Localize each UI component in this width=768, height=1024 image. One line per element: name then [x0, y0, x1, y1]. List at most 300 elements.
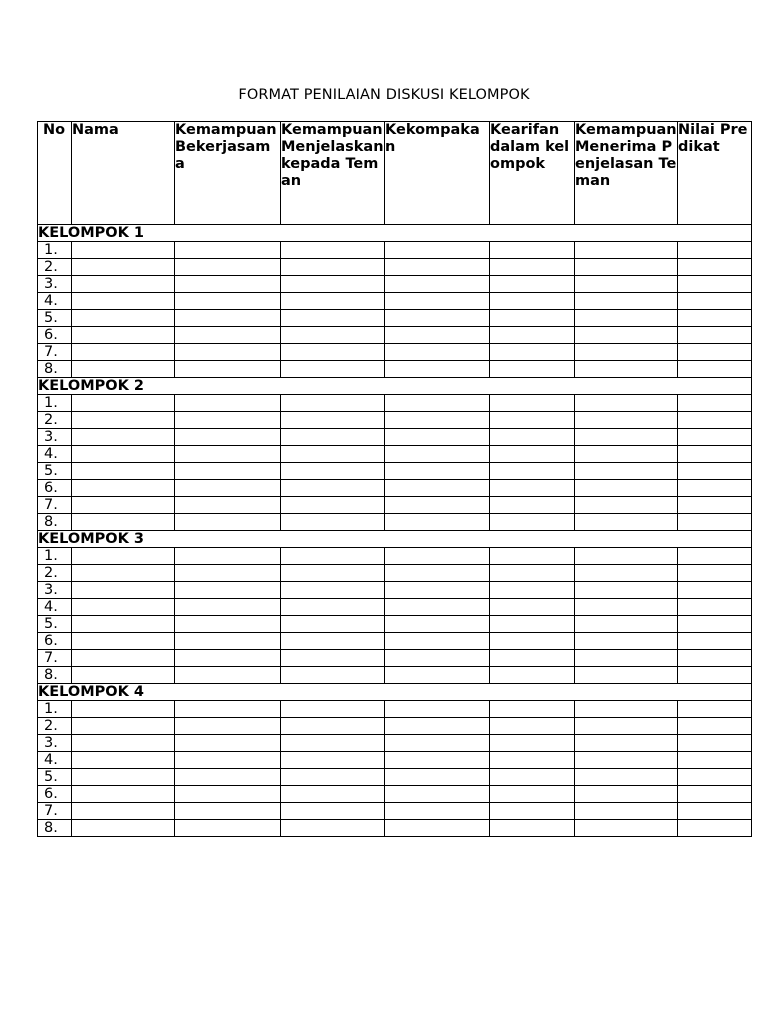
- entry-cell[interactable]: [678, 735, 752, 752]
- row-number: 5.: [38, 769, 72, 786]
- entry-cell[interactable]: [281, 769, 385, 786]
- entry-cell[interactable]: [385, 293, 490, 310]
- assessment-table: [37, 121, 752, 837]
- row-number: 6.: [38, 327, 72, 344]
- entry-cell[interactable]: [72, 327, 175, 344]
- header-row: [38, 122, 752, 225]
- entry-cell[interactable]: [575, 361, 678, 378]
- table-row: [38, 786, 752, 803]
- entry-cell[interactable]: [385, 361, 490, 378]
- entry-cell[interactable]: [281, 242, 385, 259]
- entry-cell[interactable]: [281, 412, 385, 429]
- entry-cell[interactable]: [575, 293, 678, 310]
- entry-cell[interactable]: [175, 293, 281, 310]
- header-cell-nilai-predikat: Nilai Predikat: [678, 122, 752, 225]
- entry-cell[interactable]: [678, 480, 752, 497]
- entry-cell[interactable]: [72, 752, 175, 769]
- entry-cell[interactable]: [490, 769, 575, 786]
- entry-cell[interactable]: [678, 242, 752, 259]
- entry-cell[interactable]: [385, 599, 490, 616]
- table-row: [38, 548, 752, 565]
- entry-cell[interactable]: [175, 361, 281, 378]
- entry-cell[interactable]: [175, 599, 281, 616]
- table-row: [38, 497, 752, 514]
- entry-cell[interactable]: [72, 667, 175, 684]
- entry-cell[interactable]: [575, 820, 678, 837]
- entry-cell[interactable]: [175, 735, 281, 752]
- entry-cell[interactable]: [575, 429, 678, 446]
- entry-cell[interactable]: [72, 786, 175, 803]
- entry-cell[interactable]: [678, 786, 752, 803]
- entry-cell[interactable]: [385, 701, 490, 718]
- entry-cell[interactable]: [175, 480, 281, 497]
- table-row: [38, 752, 752, 769]
- entry-cell[interactable]: [175, 752, 281, 769]
- entry-cell[interactable]: [72, 480, 175, 497]
- entry-cell[interactable]: [175, 820, 281, 837]
- entry-cell[interactable]: [385, 650, 490, 667]
- table-row: [38, 514, 752, 531]
- row-number: 3.: [38, 276, 72, 293]
- entry-cell[interactable]: [490, 633, 575, 650]
- row-number: 5.: [38, 310, 72, 327]
- entry-cell[interactable]: [385, 735, 490, 752]
- table-row: [38, 616, 752, 633]
- group-header-row: [38, 378, 752, 395]
- entry-cell[interactable]: [575, 395, 678, 412]
- row-number: 4.: [38, 599, 72, 616]
- table-row: [38, 395, 752, 412]
- entry-cell[interactable]: [490, 752, 575, 769]
- entry-cell[interactable]: [72, 599, 175, 616]
- row-number: 8.: [38, 514, 72, 531]
- entry-cell[interactable]: [281, 718, 385, 735]
- entry-cell[interactable]: [281, 446, 385, 463]
- entry-cell[interactable]: [72, 242, 175, 259]
- group-label: KELOMPOK 2: [38, 378, 752, 395]
- entry-cell[interactable]: [678, 310, 752, 327]
- entry-cell[interactable]: [72, 548, 175, 565]
- row-number: 2.: [38, 565, 72, 582]
- group-header-row: [38, 531, 752, 548]
- entry-cell[interactable]: [385, 633, 490, 650]
- entry-cell[interactable]: [72, 361, 175, 378]
- entry-cell[interactable]: [490, 395, 575, 412]
- entry-cell[interactable]: [72, 769, 175, 786]
- group-header-row: [38, 684, 752, 701]
- header-cell-no: No: [38, 122, 72, 225]
- entry-cell[interactable]: [281, 395, 385, 412]
- entry-cell[interactable]: [490, 803, 575, 820]
- entry-cell[interactable]: [678, 701, 752, 718]
- entry-cell[interactable]: [678, 718, 752, 735]
- entry-cell[interactable]: [281, 548, 385, 565]
- entry-cell[interactable]: [385, 565, 490, 582]
- entry-cell[interactable]: [281, 701, 385, 718]
- group-label: KELOMPOK 3: [38, 531, 752, 548]
- entry-cell[interactable]: [385, 259, 490, 276]
- entry-cell[interactable]: [281, 735, 385, 752]
- group-label: KELOMPOK 4: [38, 684, 752, 701]
- table-row: [38, 412, 752, 429]
- entry-cell[interactable]: [385, 310, 490, 327]
- entry-cell[interactable]: [490, 259, 575, 276]
- entry-cell[interactable]: [678, 599, 752, 616]
- entry-cell[interactable]: [385, 548, 490, 565]
- row-number: 3.: [38, 735, 72, 752]
- entry-cell[interactable]: [490, 276, 575, 293]
- row-number: 1.: [38, 548, 72, 565]
- table-row: [38, 735, 752, 752]
- entry-cell[interactable]: [72, 565, 175, 582]
- table-row: [38, 276, 752, 293]
- entry-cell[interactable]: [575, 463, 678, 480]
- entry-cell[interactable]: [490, 463, 575, 480]
- entry-cell[interactable]: [281, 582, 385, 599]
- header-cell-kekompakan: Kekompakan: [385, 122, 490, 225]
- entry-cell[interactable]: [678, 667, 752, 684]
- entry-cell[interactable]: [385, 803, 490, 820]
- row-number: 8.: [38, 667, 72, 684]
- entry-cell[interactable]: [72, 701, 175, 718]
- table-row: [38, 446, 752, 463]
- entry-cell[interactable]: [490, 701, 575, 718]
- entry-cell[interactable]: [175, 259, 281, 276]
- entry-cell[interactable]: [575, 310, 678, 327]
- entry-cell[interactable]: [575, 650, 678, 667]
- entry-cell[interactable]: [175, 412, 281, 429]
- entry-cell[interactable]: [175, 650, 281, 667]
- entry-cell[interactable]: [678, 633, 752, 650]
- entry-cell[interactable]: [72, 735, 175, 752]
- entry-cell[interactable]: [385, 429, 490, 446]
- row-number: 8.: [38, 820, 72, 837]
- entry-cell[interactable]: [281, 361, 385, 378]
- entry-cell[interactable]: [175, 701, 281, 718]
- entry-cell[interactable]: [281, 820, 385, 837]
- entry-cell[interactable]: [175, 395, 281, 412]
- entry-cell[interactable]: [175, 497, 281, 514]
- table-row: [38, 480, 752, 497]
- entry-cell[interactable]: [281, 463, 385, 480]
- entry-cell[interactable]: [175, 344, 281, 361]
- table-row: [38, 820, 752, 837]
- entry-cell[interactable]: [575, 786, 678, 803]
- entry-cell[interactable]: [72, 310, 175, 327]
- entry-cell[interactable]: [678, 769, 752, 786]
- entry-cell[interactable]: [72, 344, 175, 361]
- entry-cell[interactable]: [175, 633, 281, 650]
- row-number: 5.: [38, 463, 72, 480]
- entry-cell[interactable]: [175, 446, 281, 463]
- row-number: 6.: [38, 786, 72, 803]
- entry-cell[interactable]: [281, 497, 385, 514]
- entry-cell[interactable]: [385, 616, 490, 633]
- entry-cell[interactable]: [678, 820, 752, 837]
- entry-cell[interactable]: [575, 548, 678, 565]
- entry-cell[interactable]: [281, 259, 385, 276]
- entry-cell[interactable]: [175, 786, 281, 803]
- entry-cell[interactable]: [678, 463, 752, 480]
- row-number: 4.: [38, 752, 72, 769]
- entry-cell[interactable]: [385, 820, 490, 837]
- entry-cell[interactable]: [72, 259, 175, 276]
- table-row: [38, 718, 752, 735]
- entry-cell[interactable]: [281, 599, 385, 616]
- entry-cell[interactable]: [575, 480, 678, 497]
- entry-cell[interactable]: [575, 599, 678, 616]
- entry-cell[interactable]: [575, 582, 678, 599]
- entry-cell[interactable]: [490, 446, 575, 463]
- entry-cell[interactable]: [490, 735, 575, 752]
- row-number: 2.: [38, 718, 72, 735]
- entry-cell[interactable]: [490, 361, 575, 378]
- row-number: 6.: [38, 633, 72, 650]
- row-number: 7.: [38, 497, 72, 514]
- entry-cell[interactable]: [175, 548, 281, 565]
- table-row: [38, 242, 752, 259]
- entry-cell[interactable]: [281, 327, 385, 344]
- header-cell-kemampuan-bekerjasama: Kemampuan Bekerjasama: [175, 122, 281, 225]
- entry-cell[interactable]: [72, 446, 175, 463]
- entry-cell[interactable]: [678, 548, 752, 565]
- entry-cell[interactable]: [385, 463, 490, 480]
- entry-cell[interactable]: [175, 616, 281, 633]
- entry-cell[interactable]: [575, 497, 678, 514]
- row-number: 2.: [38, 412, 72, 429]
- entry-cell[interactable]: [281, 344, 385, 361]
- entry-cell[interactable]: [678, 752, 752, 769]
- entry-cell[interactable]: [678, 259, 752, 276]
- entry-cell[interactable]: [678, 497, 752, 514]
- table-row: [38, 701, 752, 718]
- entry-cell[interactable]: [385, 497, 490, 514]
- entry-cell[interactable]: [72, 650, 175, 667]
- entry-cell[interactable]: [281, 633, 385, 650]
- entry-cell[interactable]: [385, 446, 490, 463]
- entry-cell[interactable]: [575, 412, 678, 429]
- entry-cell[interactable]: [490, 650, 575, 667]
- entry-cell[interactable]: [490, 514, 575, 531]
- entry-cell[interactable]: [490, 497, 575, 514]
- table-row: [38, 803, 752, 820]
- entry-cell[interactable]: [575, 565, 678, 582]
- entry-cell[interactable]: [678, 412, 752, 429]
- entry-cell[interactable]: [72, 803, 175, 820]
- entry-cell[interactable]: [575, 276, 678, 293]
- entry-cell[interactable]: [575, 752, 678, 769]
- row-number: 7.: [38, 344, 72, 361]
- page-title: FORMAT PENILAIAN DISKUSI KELOMPOK: [238, 87, 530, 103]
- entry-cell[interactable]: [490, 718, 575, 735]
- entry-cell[interactable]: [175, 769, 281, 786]
- row-number: 1.: [38, 242, 72, 259]
- entry-cell[interactable]: [281, 803, 385, 820]
- entry-cell[interactable]: [175, 327, 281, 344]
- entry-cell[interactable]: [175, 718, 281, 735]
- entry-cell[interactable]: [281, 310, 385, 327]
- entry-cell[interactable]: [385, 667, 490, 684]
- entry-cell[interactable]: [385, 514, 490, 531]
- table-row: [38, 310, 752, 327]
- entry-cell[interactable]: [490, 412, 575, 429]
- assessment-table-container: [37, 121, 752, 837]
- entry-cell[interactable]: [678, 446, 752, 463]
- entry-cell[interactable]: [175, 242, 281, 259]
- entry-cell[interactable]: [575, 446, 678, 463]
- entry-cell[interactable]: [678, 616, 752, 633]
- entry-cell[interactable]: [678, 565, 752, 582]
- row-number: 5.: [38, 616, 72, 633]
- entry-cell[interactable]: [575, 701, 678, 718]
- entry-cell[interactable]: [72, 395, 175, 412]
- entry-cell[interactable]: [575, 769, 678, 786]
- entry-cell[interactable]: [678, 361, 752, 378]
- entry-cell[interactable]: [385, 412, 490, 429]
- entry-cell[interactable]: [385, 752, 490, 769]
- entry-cell[interactable]: [72, 276, 175, 293]
- table-row: [38, 361, 752, 378]
- table-row: [38, 327, 752, 344]
- entry-cell[interactable]: [72, 293, 175, 310]
- entry-cell[interactable]: [281, 650, 385, 667]
- entry-cell[interactable]: [678, 293, 752, 310]
- entry-cell[interactable]: [385, 395, 490, 412]
- entry-cell[interactable]: [281, 276, 385, 293]
- header-cell-kemampuan-menjelaskan: Kemampuan Menjelaskan kepada Teman: [281, 122, 385, 225]
- entry-cell[interactable]: [385, 276, 490, 293]
- entry-cell[interactable]: [575, 633, 678, 650]
- entry-cell[interactable]: [72, 429, 175, 446]
- entry-cell[interactable]: [575, 616, 678, 633]
- entry-cell[interactable]: [385, 327, 490, 344]
- table-row: [38, 344, 752, 361]
- row-number: 4.: [38, 293, 72, 310]
- entry-cell[interactable]: [490, 667, 575, 684]
- entry-cell[interactable]: [490, 565, 575, 582]
- entry-cell[interactable]: [575, 718, 678, 735]
- entry-cell[interactable]: [385, 718, 490, 735]
- table-row: [38, 667, 752, 684]
- entry-cell[interactable]: [575, 344, 678, 361]
- entry-cell[interactable]: [175, 310, 281, 327]
- entry-cell[interactable]: [490, 293, 575, 310]
- entry-cell[interactable]: [678, 395, 752, 412]
- entry-cell[interactable]: [575, 803, 678, 820]
- entry-cell[interactable]: [175, 803, 281, 820]
- entry-cell[interactable]: [175, 463, 281, 480]
- entry-cell[interactable]: [281, 514, 385, 531]
- table-row: [38, 650, 752, 667]
- table-row: [38, 463, 752, 480]
- entry-cell[interactable]: [281, 565, 385, 582]
- entry-cell[interactable]: [72, 514, 175, 531]
- table-row: [38, 769, 752, 786]
- entry-cell[interactable]: [281, 616, 385, 633]
- row-number: 3.: [38, 429, 72, 446]
- entry-cell[interactable]: [490, 429, 575, 446]
- entry-cell[interactable]: [490, 548, 575, 565]
- entry-cell[interactable]: [385, 582, 490, 599]
- entry-cell[interactable]: [72, 616, 175, 633]
- entry-cell[interactable]: [490, 582, 575, 599]
- entry-cell[interactable]: [385, 769, 490, 786]
- group-header-row: [38, 225, 752, 242]
- entry-cell[interactable]: [72, 582, 175, 599]
- entry-cell[interactable]: [281, 667, 385, 684]
- entry-cell[interactable]: [678, 429, 752, 446]
- entry-cell[interactable]: [678, 344, 752, 361]
- entry-cell[interactable]: [575, 242, 678, 259]
- entry-cell[interactable]: [678, 650, 752, 667]
- entry-cell[interactable]: [490, 820, 575, 837]
- entry-cell[interactable]: [281, 429, 385, 446]
- entry-cell[interactable]: [575, 327, 678, 344]
- entry-cell[interactable]: [575, 259, 678, 276]
- entry-cell[interactable]: [490, 480, 575, 497]
- entry-cell[interactable]: [72, 820, 175, 837]
- table-row: [38, 633, 752, 650]
- header-cell-kearifan: Kearifan dalam kelompok: [490, 122, 575, 225]
- header-cell-kemampuan-menerima: Kemampuan Menerima Penjelasan Teman: [575, 122, 678, 225]
- entry-cell[interactable]: [575, 514, 678, 531]
- entry-cell[interactable]: [281, 480, 385, 497]
- entry-cell[interactable]: [678, 582, 752, 599]
- entry-cell[interactable]: [385, 242, 490, 259]
- entry-cell[interactable]: [281, 786, 385, 803]
- entry-cell[interactable]: [385, 786, 490, 803]
- entry-cell[interactable]: [490, 310, 575, 327]
- entry-cell[interactable]: [72, 718, 175, 735]
- row-number: 1.: [38, 395, 72, 412]
- entry-cell[interactable]: [72, 463, 175, 480]
- entry-cell[interactable]: [490, 599, 575, 616]
- row-number: 6.: [38, 480, 72, 497]
- entry-cell[interactable]: [385, 480, 490, 497]
- entry-cell[interactable]: [175, 667, 281, 684]
- entry-cell[interactable]: [281, 752, 385, 769]
- entry-cell[interactable]: [678, 276, 752, 293]
- entry-cell[interactable]: [175, 565, 281, 582]
- entry-cell[interactable]: [175, 276, 281, 293]
- entry-cell[interactable]: [175, 514, 281, 531]
- table-row: [38, 565, 752, 582]
- entry-cell[interactable]: [281, 293, 385, 310]
- entry-cell[interactable]: [490, 344, 575, 361]
- entry-cell[interactable]: [678, 803, 752, 820]
- entry-cell[interactable]: [678, 327, 752, 344]
- group-label: KELOMPOK 1: [38, 225, 752, 242]
- entry-cell[interactable]: [490, 786, 575, 803]
- table-row: [38, 293, 752, 310]
- entry-cell[interactable]: [175, 582, 281, 599]
- entry-cell[interactable]: [678, 514, 752, 531]
- entry-cell[interactable]: [490, 242, 575, 259]
- entry-cell[interactable]: [385, 344, 490, 361]
- row-number: 4.: [38, 446, 72, 463]
- entry-cell[interactable]: [72, 412, 175, 429]
- header-cell-nama: Nama: [72, 122, 175, 225]
- entry-cell[interactable]: [175, 429, 281, 446]
- entry-cell[interactable]: [490, 327, 575, 344]
- row-number: 8.: [38, 361, 72, 378]
- entry-cell[interactable]: [575, 735, 678, 752]
- entry-cell[interactable]: [490, 616, 575, 633]
- row-number: 2.: [38, 259, 72, 276]
- entry-cell[interactable]: [72, 497, 175, 514]
- entry-cell[interactable]: [575, 667, 678, 684]
- entry-cell[interactable]: [72, 633, 175, 650]
